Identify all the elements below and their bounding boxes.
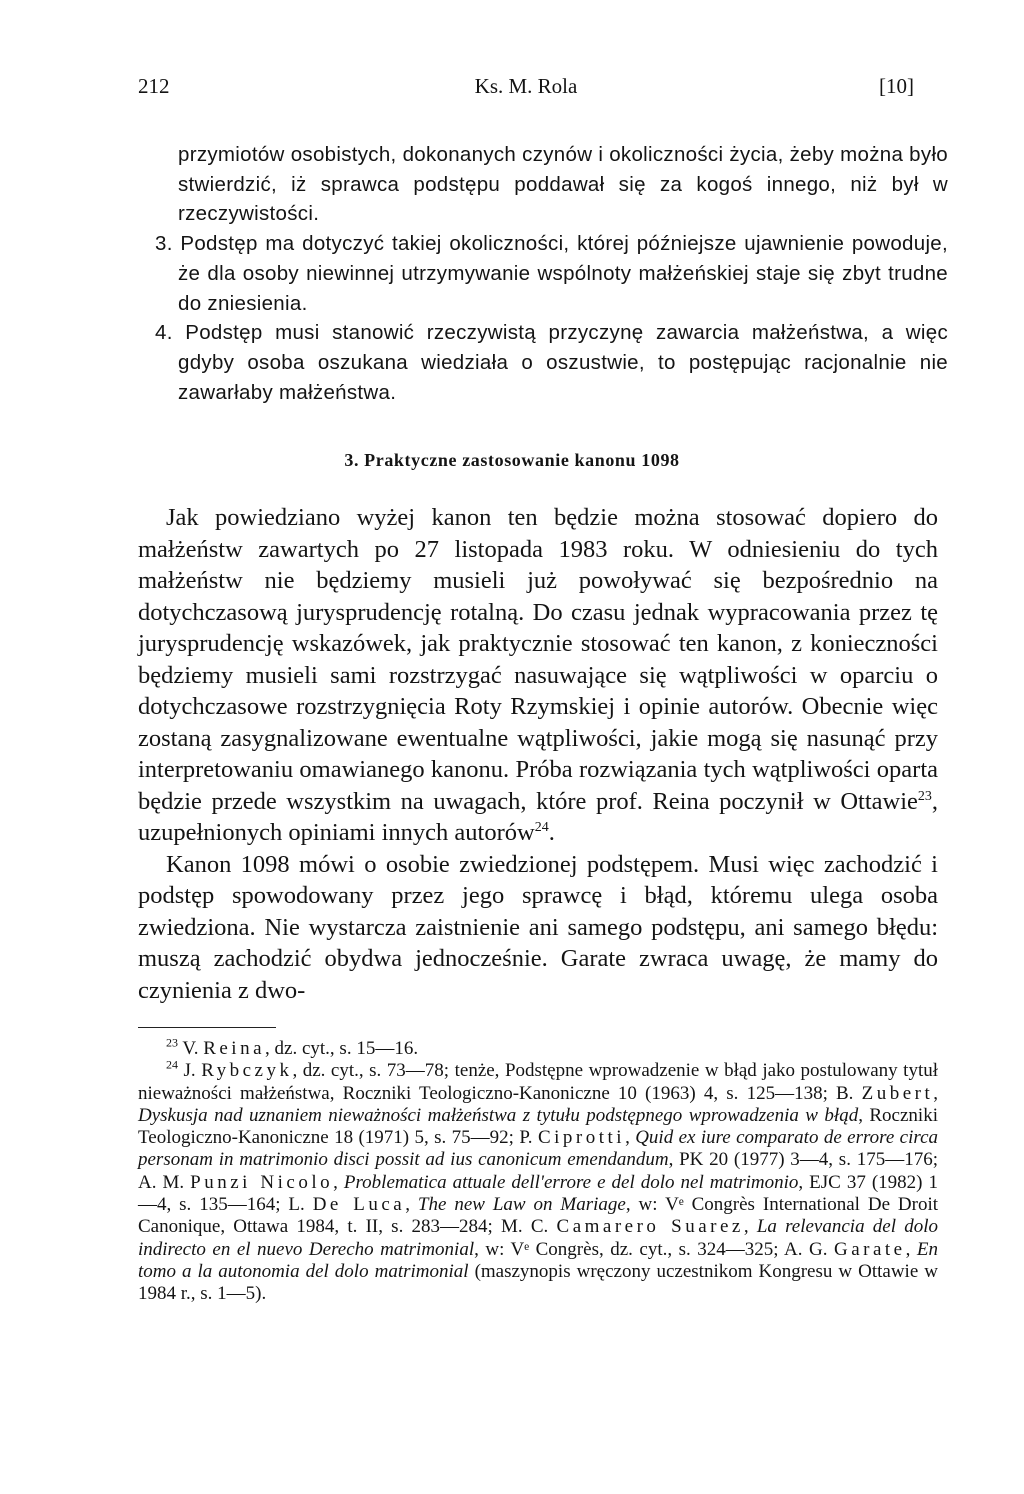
fn24-t17: , [405,1194,418,1216]
fn24-title-deluca: The new Law on Mariage [417,1194,626,1216]
conditions-list [155,140,948,407]
fn24-t25: , [905,1238,917,1260]
fn24-author-deluca: De Luca [312,1194,406,1216]
fn24-author-camarero: Camarero Suarez [556,1216,744,1238]
footnote-mark-23: 23 [166,1035,178,1050]
fn24-t21: , [743,1216,757,1238]
running-header [138,74,914,104]
fn24-t11: , PK 20 (1977) 3—4, s. 175—176; A. M. [138,1149,938,1193]
footnote-ref-23: 23 [917,788,932,804]
fn24-t23: , w: Vᵉ Congrès, dz. cyt., s. 324—325; A. G. [474,1238,834,1260]
fn23-initial: V. [182,1038,204,1059]
fn24-t05: , [933,1082,938,1104]
paragraph-1 [138,502,938,849]
fn24-t01: J. [183,1060,202,1082]
paragraph-1-text-b: , uzupełnionych opiniami innych autorów [138,787,938,846]
fn24-t19: , w: Vᵉ Congrès International De Droit Canonique, Ottawa 1984, t. II, s. 283—284; M. C. [138,1194,939,1238]
section-number: [10] [879,74,914,98]
list-item-continued: przymiotów osobistych, dokonanych czynów i okoliczności życia, żeby można było stwierdzić, iż sprawca podstępu poddawał się za kogoś innego, niż był w rzeczywistości. [178,143,948,226]
fn24-author-garate: Garate [833,1238,906,1260]
footnote-23 [138,1035,938,1060]
fn24-author-zubert: Zubert [861,1082,934,1104]
fn24-t13: , [333,1171,344,1193]
fn24-t27: (maszynopis wręczony uczestnikom Kongresu w Ottawie w 1984 r., s. 1—5). [138,1260,939,1305]
fn24-author-rybczyk: Rybczyk [201,1060,293,1082]
paragraph-2: Kanon 1098 mówi o osobie zwiedzionej podstępem. Musi więc zachodzić i podstęp spowodowany przez jego sprawcę i błąd, któremu ulega osoba zwiedziona. Nie wystarcza zaistnienie ani samego podstępu, ani samego błędu: muszą zachodzić obydwa jednocześnie. Garate zwraca uwagę, że mamy do czynienia z dwo- [138,850,938,1004]
footnote-24 [138,1057,939,1305]
fn23-author: Reina [203,1038,266,1059]
fn24-t03: , dz. cyt., s. 73—78; tenże, Podstępne wprowadzenie w błąd jako postulowany tytuł nieważności małżeństwa, Roczniki Teologiczno-Kanoniczne 10 (1963) 4, s. 125—138; B. [138,1060,938,1104]
fn24-title-punzi: Problematica attuale dell'errore e del dolo nel matrimonio [343,1171,799,1193]
fn24-author-ciprotti: Ciprotti [537,1127,626,1149]
paragraph-1-text-c: . [548,819,555,846]
fn24-title-zubert: Dyskusja nad uznaniem nieważności małżeństwa z tytułu podstępnego wprowadzenia w błąd [138,1104,859,1126]
footnote-ref-24: 24 [534,819,549,835]
paragraph-1-text-a: Jak powiedziano wyżej kanon ten będzie można stosować dopiero do małżeństw zawartych po 27 listopada 1983 roku. W odniesieniu do tych małżeństw nie będziemy musieli już powoływać się bezpośrednio na dotychczasową jurysprudencję rotalną. Do czasu jednak wypracowania przez tę jurysprudencję wskazówek, jak praktycznie stosować ten kanon, z konieczności będziemy musieli sami rozstrzygać nasuwające się wątpliwości w oparciu o dotychczasowe rozstrzygnięcia Roty Rzymskiej i opinie autorów. Obecnie więc zostaną zasygnalizowane ewentualne wątpliwości, jakie mogą się nasunąć przy interpretowaniu omawianego kanonu. Próba rozwiązania tych wątpliwości oparta będzie przede wszystkim na uwagach, które prof. Reina poczynił w Ottawie [138,504,938,815]
fn24-author-punzi: Punzi Nicolo [190,1171,334,1193]
running-author: Ks. M. Rola [474,74,578,98]
fn23-rest: , dz. cyt., s. 15—16. [265,1038,419,1059]
footnotes [138,1035,939,1306]
fn24-t07: , Roczniki Teologiczno-Kanoniczne 18 (1971) 5, s. 75—92; P. [138,1104,938,1149]
body-text [138,502,938,1006]
footnote-mark-24: 24 [166,1057,178,1072]
fn24-t15: , EJC 37 (1982) 1—4, s. 135—164; L. [138,1171,938,1216]
section-heading: 3. Praktyczne zastosowanie kanonu 1098 [344,450,680,470]
fn24-title-ciprotti: Quid ex iure comparato de errore circa personam in matrimonio disci possit ad ius canonicum emendandum [138,1127,939,1171]
page-number: 212 [138,74,170,98]
list-item-3: 3. Podstęp ma dotyczyć takiej okoliczności, której późniejsze ujawnienie powoduje, że dla osoby niewinnej utrzymywanie wspólnoty małżeńskiej staje się zbyt trudne do zniesienia. [155,232,948,315]
fn24-t09: , [625,1127,636,1149]
fn24-title-camarero: La relevancia del dolo indirecto en el nuevo Derecho matrimonial [138,1216,938,1260]
list-item-4: 4. Podstęp musi stanowić rzeczywistą przyczynę zawarcia małżeństwa, a więc gdyby osoba oszukana wiedziała o oszustwie, to postępując racjonalnie nie zawarłaby małżeństwa. [155,321,948,404]
footnote-separator [138,1027,276,1028]
fn24-title-garate: En tomo a la autonomia del dolo matrimonial [138,1238,938,1282]
